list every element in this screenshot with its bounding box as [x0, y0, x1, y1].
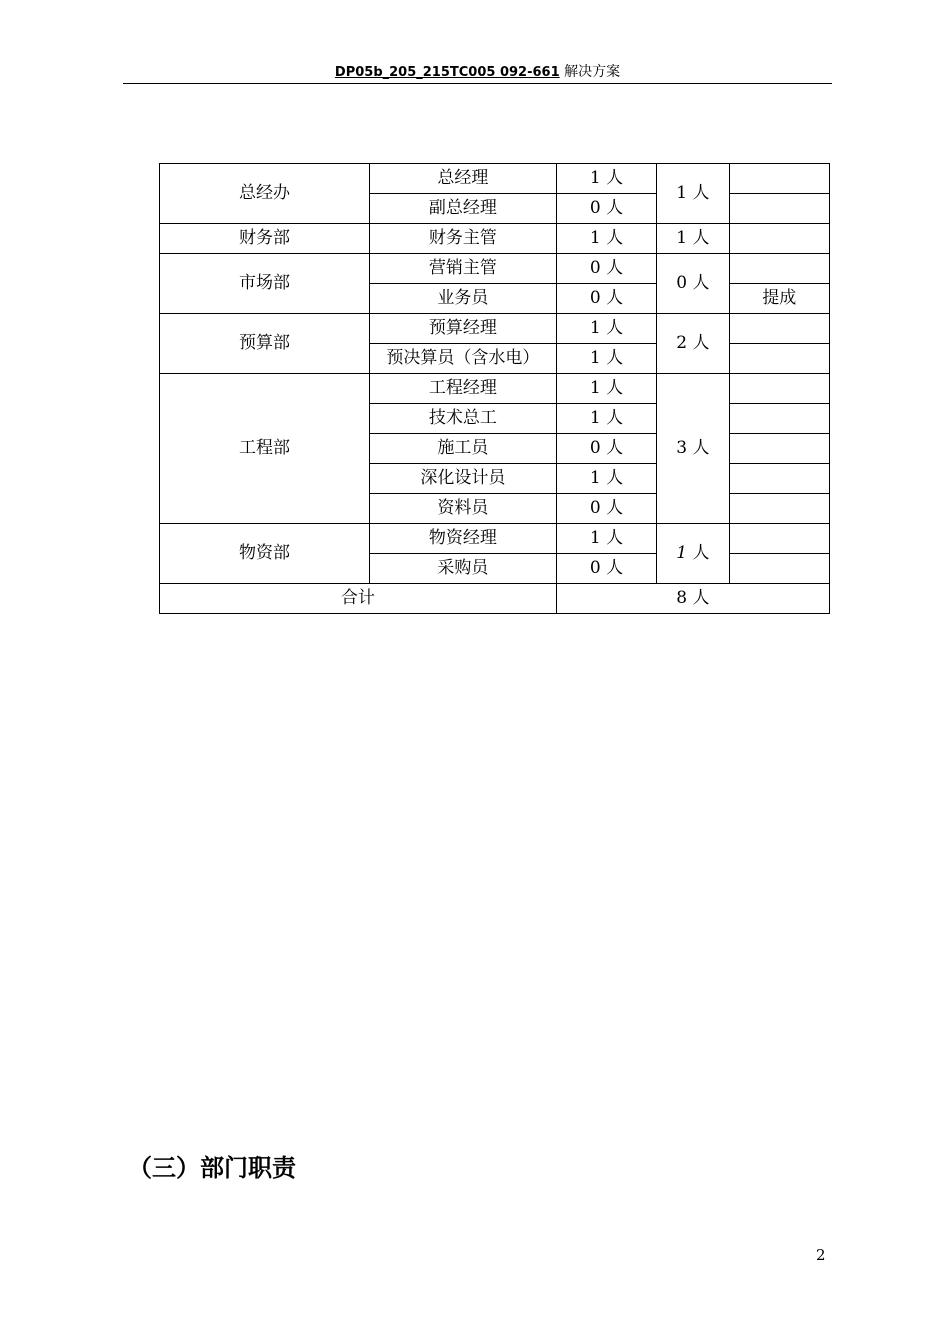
position-cell: 总经理 [369, 164, 556, 194]
note-cell [729, 254, 829, 284]
note-cell [729, 314, 829, 344]
count-cell: 0 人 [556, 434, 656, 464]
note-cell [729, 344, 829, 374]
total-row [160, 584, 830, 614]
position-cell: 采购员 [369, 554, 556, 584]
count-cell: 1 人 [556, 224, 656, 254]
count-cell: 0 人 [556, 194, 656, 224]
note-cell [729, 494, 829, 524]
position-cell: 深化设计员 [369, 464, 556, 494]
dept-cell: 工程部 [160, 374, 370, 524]
note-cell: 提成 [729, 284, 829, 314]
dept-cell: 市场部 [160, 254, 370, 314]
subtotal-cell: 3 人 [657, 374, 729, 524]
table-row [160, 254, 830, 284]
count-cell: 1 人 [556, 344, 656, 374]
count-cell: 1 人 [556, 374, 656, 404]
count-cell: 1 人 [556, 314, 656, 344]
subtotal-number: 1 [676, 543, 688, 563]
subtotal-cell: 0 人 [657, 254, 729, 314]
table-row [160, 374, 830, 404]
staffing-table [159, 163, 830, 614]
position-cell: 工程经理 [369, 374, 556, 404]
header-rule [123, 83, 832, 84]
subtotal-cell: 1 人 [657, 164, 729, 224]
position-cell: 施工员 [369, 434, 556, 464]
total-label: 合计 [160, 584, 557, 614]
position-cell: 资料员 [369, 494, 556, 524]
document-title: 解决方案 [564, 64, 621, 80]
note-cell [729, 554, 829, 584]
count-cell: 1 人 [556, 404, 656, 434]
position-cell: 财务主管 [369, 224, 556, 254]
note-cell [729, 434, 829, 464]
position-cell: 技术总工 [369, 404, 556, 434]
total-value: 8 人 [556, 584, 829, 614]
count-cell: 1 人 [556, 164, 656, 194]
position-cell: 预决算员（含水电） [369, 344, 556, 374]
dept-cell: 预算部 [160, 314, 370, 374]
section-heading: （三）部门职责 [128, 1154, 296, 1182]
count-cell: 1 人 [556, 464, 656, 494]
position-cell: 物资经理 [369, 524, 556, 554]
position-cell: 预算经理 [369, 314, 556, 344]
table-row [160, 314, 830, 344]
position-cell: 业务员 [369, 284, 556, 314]
page-number: 2 [816, 1246, 826, 1264]
document-code: DP05b_205_215TC005 092-661 [334, 65, 560, 80]
count-cell: 0 人 [556, 494, 656, 524]
count-cell: 0 人 [556, 254, 656, 284]
note-cell [729, 524, 829, 554]
subtotal-cell [657, 524, 729, 584]
note-cell [729, 224, 829, 254]
note-cell [729, 404, 829, 434]
dept-cell: 物资部 [160, 524, 370, 584]
dept-cell: 总经办 [160, 164, 370, 224]
count-cell: 0 人 [556, 284, 656, 314]
note-cell [729, 374, 829, 404]
count-cell: 1 人 [556, 524, 656, 554]
position-cell: 副总经理 [369, 194, 556, 224]
table-row [160, 224, 830, 254]
subtotal-unit: 人 [687, 543, 710, 563]
subtotal-cell: 1 人 [657, 224, 729, 254]
subtotal-cell: 2 人 [657, 314, 729, 374]
note-cell [729, 194, 829, 224]
count-cell: 0 人 [556, 554, 656, 584]
position-cell: 营销主管 [369, 254, 556, 284]
table-row [160, 524, 830, 554]
note-cell [729, 164, 829, 194]
note-cell [729, 464, 829, 494]
dept-cell: 财务部 [160, 224, 370, 254]
page-header [123, 62, 832, 82]
table-row [160, 164, 830, 194]
